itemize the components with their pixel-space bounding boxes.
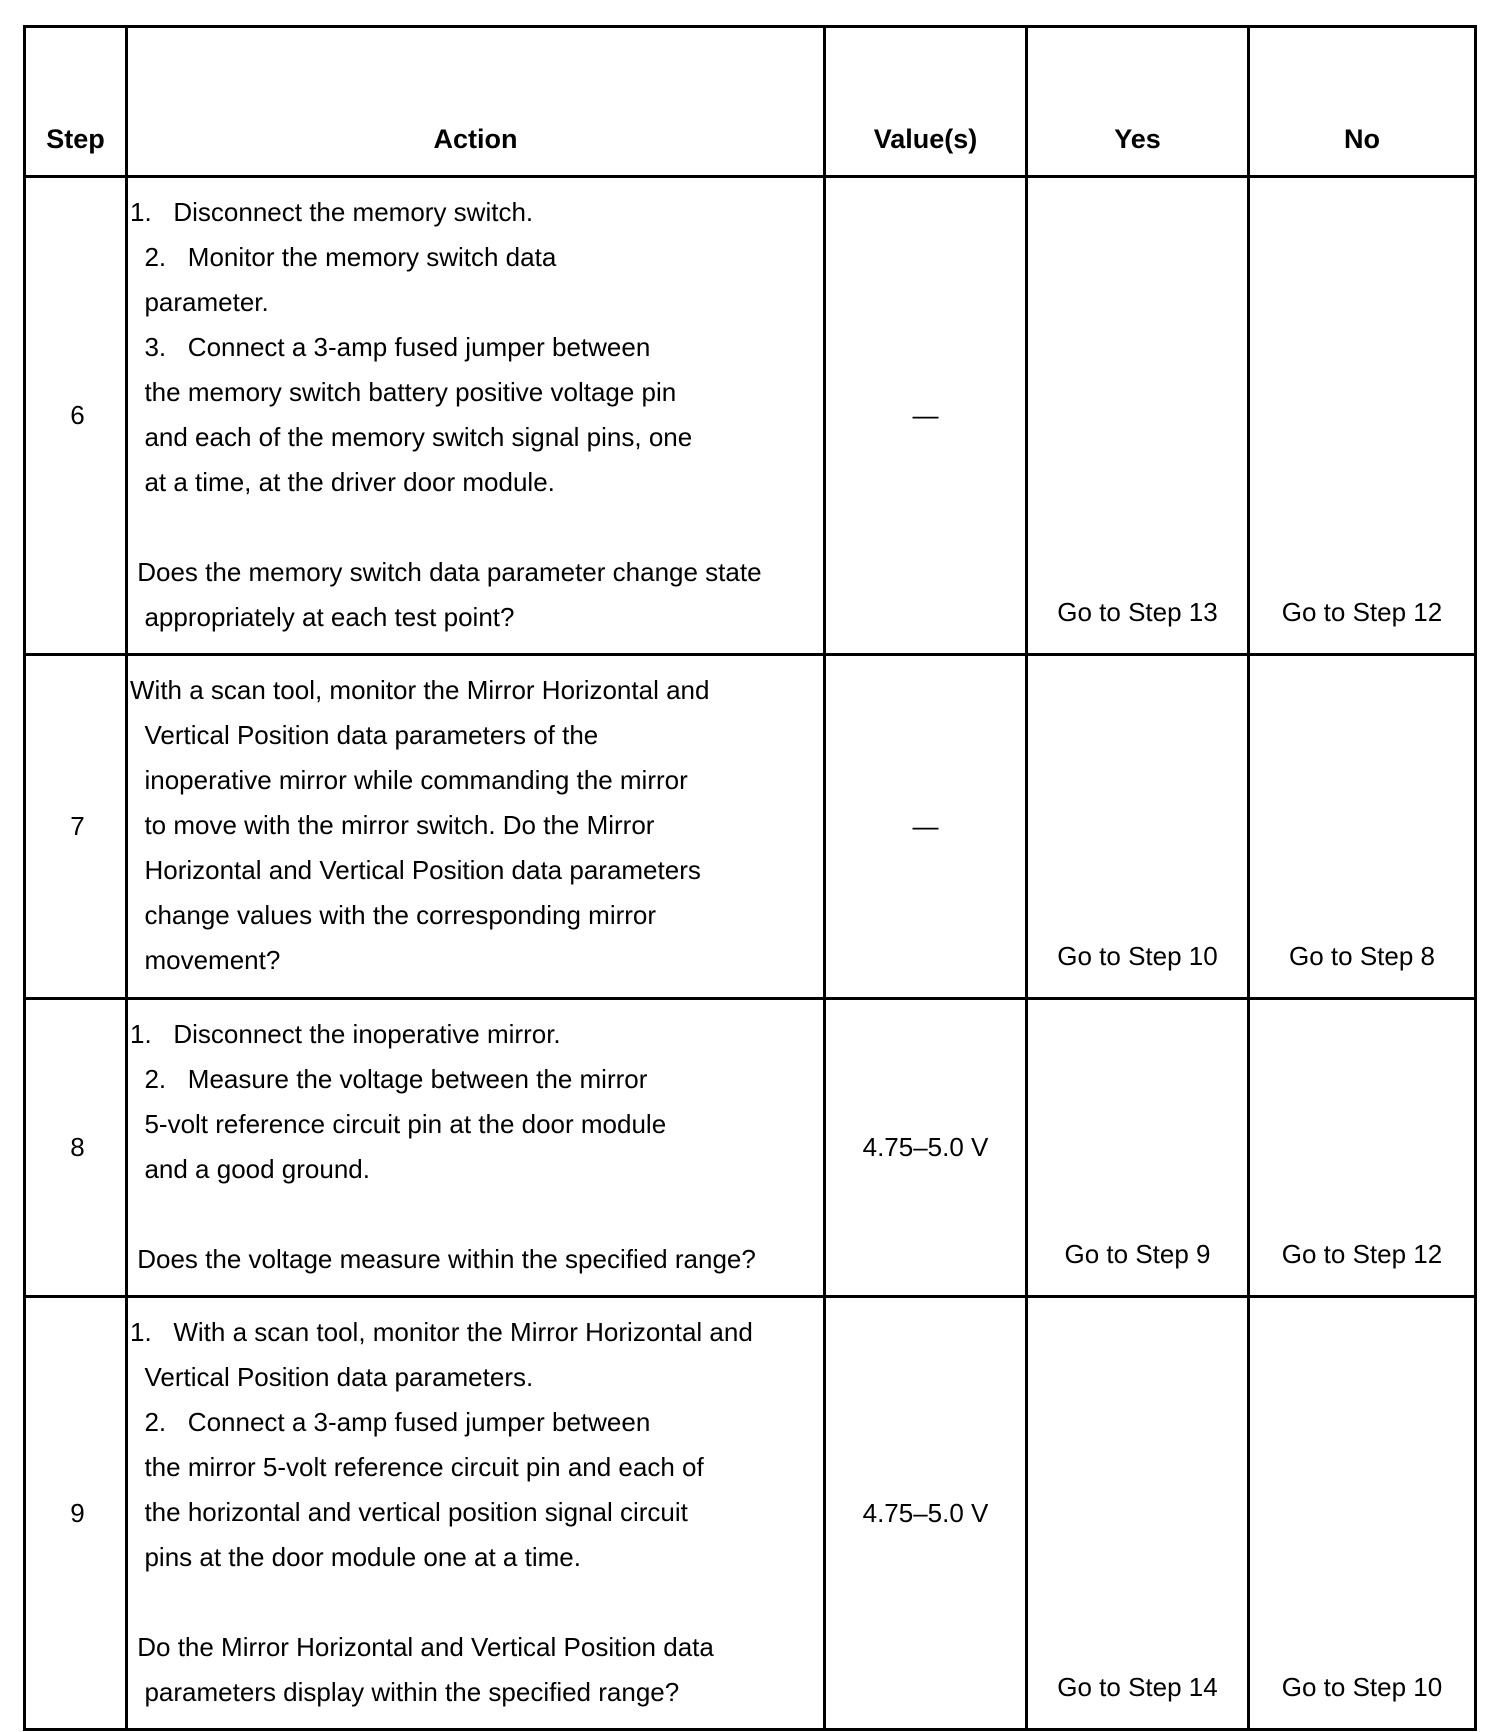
header-yes-label: Yes: [1114, 124, 1161, 154]
action-text: 1. Disconnect the inoperative mirror. 2. Measure the voltage between the mirror 5-volt reference circuit pin at the door module and a good ground. Does the voltage measure within the specified range?: [130, 1019, 756, 1274]
table-row: [25, 177, 1476, 655]
header-no-label: No: [1344, 124, 1380, 154]
action-text: 1. With a scan tool, monitor the Mirror Horizontal and Vertical Position data parameters. 2. Connect a 3-amp fused jumper between the mirror 5-volt reference circuit pin and each of the horizontal and vertical position signal circuit pins at the door module one at a time. Do the Mirror Horizontal and Vertical Position data parameters display within the specified range?: [130, 1317, 753, 1707]
header-row: [25, 27, 1476, 177]
step-number: 8: [70, 1132, 85, 1162]
header-values-label: Value(s): [873, 124, 978, 154]
no-text: Go to Step 12: [1281, 597, 1443, 627]
header-yes: [1027, 27, 1249, 177]
no-cell: [1249, 177, 1476, 655]
yes-cell: [1027, 655, 1249, 999]
no-text: Go to Step 10: [1281, 1672, 1443, 1702]
value-text: —: [912, 400, 939, 430]
yes-cell: [1027, 177, 1249, 655]
value-cell: [825, 999, 1027, 1297]
header-step: [25, 27, 127, 177]
step-number: 7: [70, 811, 85, 841]
value-text: 4.75–5.0 V: [862, 1497, 989, 1528]
no-cell: [1249, 655, 1476, 999]
step-number: 9: [70, 1497, 85, 1528]
no-cell: [1249, 1297, 1476, 1730]
yes-cell: [1027, 999, 1249, 1297]
value-text: —: [912, 811, 939, 841]
action-text: 1. Disconnect the memory switch. 2. Monitor the memory switch data parameter. 3. Connect a 3-amp fused jumper between the memory switch battery positive voltage pin and each of the memory switch signal pins, one at a time, at the driver door module. Does the memory switch data parameter change state appropriately at each test point?: [130, 197, 762, 632]
step-cell: [25, 1297, 127, 1730]
table-row: [25, 655, 1476, 999]
header-action: [127, 27, 825, 177]
action-cell: [127, 177, 825, 655]
value-text: 4.75–5.0 V: [862, 1132, 989, 1162]
diagnostic-table: [23, 25, 1477, 1731]
yes-text: Go to Step 9: [1064, 1239, 1211, 1269]
header-step-label: Step: [46, 124, 105, 154]
action-cell: [127, 999, 825, 1297]
table-row: [25, 999, 1476, 1297]
step-number: 6: [70, 400, 85, 430]
yes-text: Go to Step 10: [1057, 941, 1218, 971]
step-cell: [25, 177, 127, 655]
value-cell: [825, 177, 1027, 655]
step-cell: [25, 999, 127, 1297]
header-no: [1249, 27, 1476, 177]
table-row: [25, 1297, 1476, 1730]
value-cell: [825, 1297, 1027, 1730]
no-text: Go to Step 12: [1281, 1239, 1443, 1269]
value-cell: [825, 655, 1027, 999]
no-text: Go to Step 8: [1289, 941, 1435, 971]
action-text: With a scan tool, monitor the Mirror Horizontal and Vertical Position data parameters of the inoperative mirror while commanding the mirror to move with the mirror switch. Do the Mirror Horizontal and Vertical Position data parameters change values with the corresponding mirror movement?: [130, 675, 710, 975]
yes-text: Go to Step 14: [1057, 1672, 1218, 1702]
header-values: [825, 27, 1027, 177]
action-cell: [127, 1297, 825, 1730]
yes-cell: [1027, 1297, 1249, 1730]
yes-text: Go to Step 13: [1057, 597, 1218, 627]
header-action-label: Action: [433, 124, 518, 154]
diagnostic-table-container: [23, 25, 1474, 1731]
step-cell: [25, 655, 127, 999]
action-cell: [127, 655, 825, 999]
no-cell: [1249, 999, 1476, 1297]
